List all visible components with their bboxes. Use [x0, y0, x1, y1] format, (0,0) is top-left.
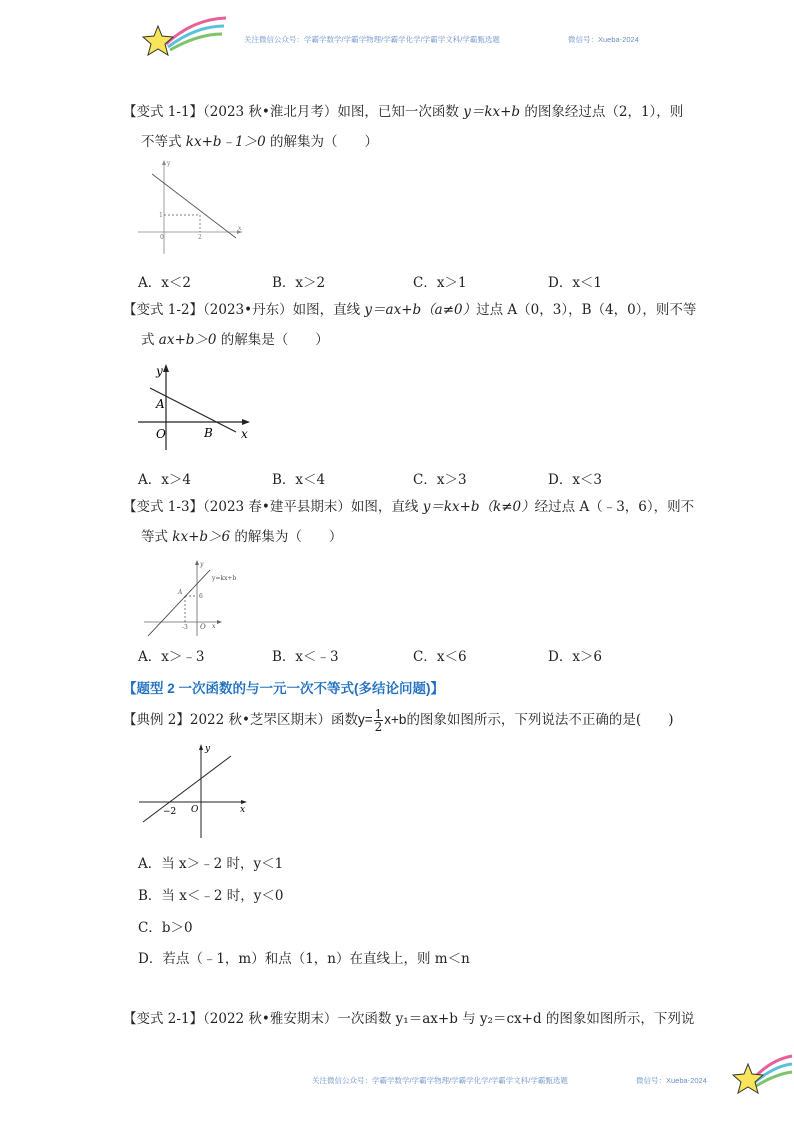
- svg-text:y=kx+b: y=kx+b: [212, 575, 237, 582]
- q1-2-line2: 式 ax+b＞0 的解集是（ ）: [141, 332, 329, 348]
- section-2-title: 【题型 2 一次函数的与一元一次不等式(多结论问题)】: [123, 681, 445, 696]
- q1-1-option-d: D．x＜1: [548, 275, 603, 291]
- q1-1-graph: [136, 158, 246, 258]
- q1-1-line1: 【变式 1-1】（2023 秋•淮北月考）如图，已知一次函数 y＝kx+b 的图象经过点（2，1），则: [123, 104, 684, 120]
- q1-2-line1: 【变式 1-2】（2023•丹东）如图，直线 y＝ax+b（a≠0）过点 A（0，3），B（4，0），则不等: [123, 302, 697, 318]
- q1-1-line2: 不等式 kx+b﹣1＞0 的解集为（ ）: [141, 134, 379, 150]
- q1-2-graph: [136, 362, 256, 452]
- header-text: 关注微信公众号：学霸学数学/学霸学物理/学霸学化学/学霸学文科/学霸甄选题: [244, 35, 500, 44]
- svg-text:x: x: [212, 623, 216, 630]
- svg-text:x: x: [238, 225, 242, 232]
- svg-text:2: 2: [198, 234, 202, 241]
- q1-3-option-b: B．x＜﹣3: [272, 649, 339, 665]
- svg-text:x: x: [241, 427, 248, 441]
- q1-2-option-d: D．x＜3: [548, 472, 603, 488]
- q1-2-option-b: B．x＜4: [272, 472, 326, 488]
- svg-text:y: y: [205, 744, 211, 754]
- example-2-graph: [137, 742, 257, 842]
- q1-3-line1: 【变式 1-3】（2023 春•建平县期末）如图，直线 y＝kx+b（k≠0）经过点 A（﹣3，6），则不: [123, 499, 695, 515]
- svg-text:O: O: [200, 623, 206, 631]
- q1-3-option-d: D．x＞6: [548, 649, 603, 665]
- example-2-option-a: A．当 x＞﹣2 时，y＜1: [138, 856, 284, 872]
- svg-text:1: 1: [159, 212, 163, 219]
- svg-text:y: y: [200, 561, 204, 568]
- svg-text:y: y: [167, 160, 171, 167]
- q1-2-option-c: C．x＞3: [413, 472, 467, 488]
- svg-text:y: y: [156, 364, 163, 378]
- footer-text: 关注微信公众号：学霸学数学/学霸学物理/学霸学化学/学霸学文科/学霸甄选题: [312, 1076, 568, 1085]
- svg-text:B: B: [204, 426, 213, 440]
- svg-text:x: x: [240, 805, 246, 815]
- q1-3-graph: [140, 558, 260, 638]
- footer-star-icon: [730, 1050, 794, 1100]
- q1-1-option-b: B．x＞2: [272, 275, 326, 291]
- q1-1-option-c: C．x＞1: [413, 275, 467, 291]
- star-logo-icon: [138, 14, 228, 64]
- q1-2-option-a: A．x＞4: [138, 472, 191, 488]
- footer-wechat: 微信号：Xueba-2024: [636, 1076, 707, 1085]
- svg-text:O: O: [191, 805, 199, 815]
- q2-1-line1: 【变式 2-1】（2022 秋•雅安期末）一次函数 y₁＝ax+b 与 y₂＝cx+d 的图象如图所示，下列说: [123, 1011, 695, 1027]
- q1-1-option-a: A．x＜2: [138, 275, 191, 291]
- q1-3-option-c: C．x＜6: [413, 649, 467, 665]
- example-2-option-d: D．若点（﹣1，m）和点（1，n）在直线上，则 m＜n: [138, 951, 470, 967]
- svg-text:A: A: [156, 397, 165, 411]
- svg-text:-3: -3: [182, 624, 188, 631]
- fraction-one-half: $\frac{1}{2}$: [374, 707, 383, 734]
- q1-3-option-a: A．x＞﹣3: [138, 649, 205, 665]
- svg-text:−2: −2: [163, 807, 177, 817]
- header-wechat: 微信号：Xueba-2024: [568, 35, 639, 44]
- example-2-option-c: C．b＞0: [138, 920, 193, 936]
- svg-text:A: A: [178, 589, 183, 596]
- svg-text:0: 0: [160, 234, 164, 241]
- svg-text:6: 6: [199, 593, 203, 600]
- svg-text:O: O: [156, 427, 166, 441]
- example-2-question: 【典例 2】2022 秋•芝罘区期末）函数y= $\frac{1}{2}$ x+b的图象如图所示，下列说法不正确的是( ): [123, 707, 674, 734]
- example-2-option-b: B．当 x＜﹣2 时，y＜0: [138, 888, 284, 904]
- q1-3-line2: 等式 kx+b＞6 的解集为（ ）: [141, 529, 343, 545]
